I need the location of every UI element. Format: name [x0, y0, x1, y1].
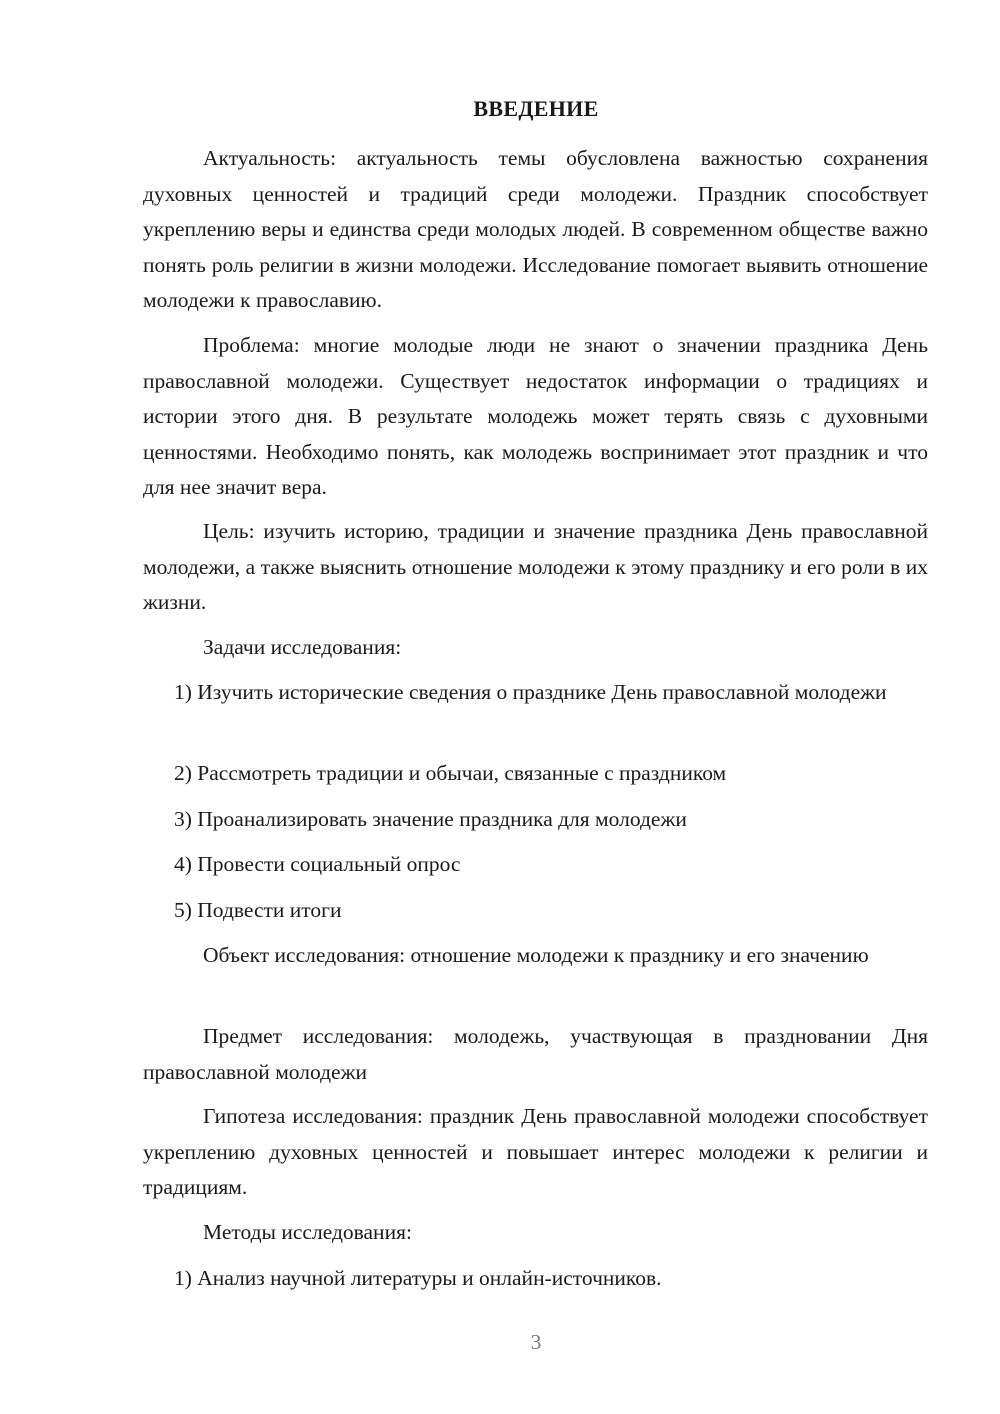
methods-heading: Методы исследования: — [203, 1220, 412, 1244]
hypothesis-paragraph: Гипотеза исследования: праздник День православной молодежи способствует укреплению духовных ценностей и повышает интерес молодежи к религии и традициям. — [143, 1104, 928, 1199]
page-number: 3 — [530, 1330, 542, 1354]
task-item: 4) Провести социальный опрос — [174, 852, 461, 876]
tasks-heading: Задачи исследования: — [203, 635, 402, 659]
problem-paragraph: Проблема: многие молодые люди не знают о значении праздника День православной молодежи. Существует недостаток информации о традициях и истории этого дня. В результате молодежь может терять связь с духовными ценностями. Необходимо понять, как молодежь воспринимает этот праздник и что для нее значит вера. — [143, 333, 928, 499]
object-paragraph: Объект исследования: отношение молодежи к празднику и его значению — [203, 943, 869, 967]
goal-paragraph: Цель: изучить историю, традиции и значение праздника День православной молодежи, а также выяснить отношение молодежи к этому празднику и его роли в их жизни. — [143, 519, 928, 614]
relevance-paragraph: Актуальность: актуальность темы обусловлена важностью сохранения духовных ценностей и традиций среди молодежи. Праздник способствует укреплению веры и единства среди молодых людей. В современном обществе важно понять роль религии в жизни молодежи. Исследование помогает выявить отношение молодежи к православию. — [143, 146, 928, 312]
task-item: 2) Рассмотреть традиции и обычаи, связанные с праздником — [174, 761, 727, 785]
task-item: 5) Подвести итоги — [174, 898, 342, 922]
method-item: 1) Анализ научной литературы и онлайн-источников. — [174, 1266, 662, 1290]
task-item: 3) Проанализировать значение праздника для молодежи — [174, 807, 687, 831]
page-title: ВВЕДЕНИЕ — [473, 96, 599, 121]
task-item: 1) Изучить исторические сведения о празднике День православной молодежи — [174, 680, 887, 704]
subject-paragraph: Предмет исследования: молодежь, участвующая в праздновании Дня православной молодежи — [143, 1024, 928, 1084]
